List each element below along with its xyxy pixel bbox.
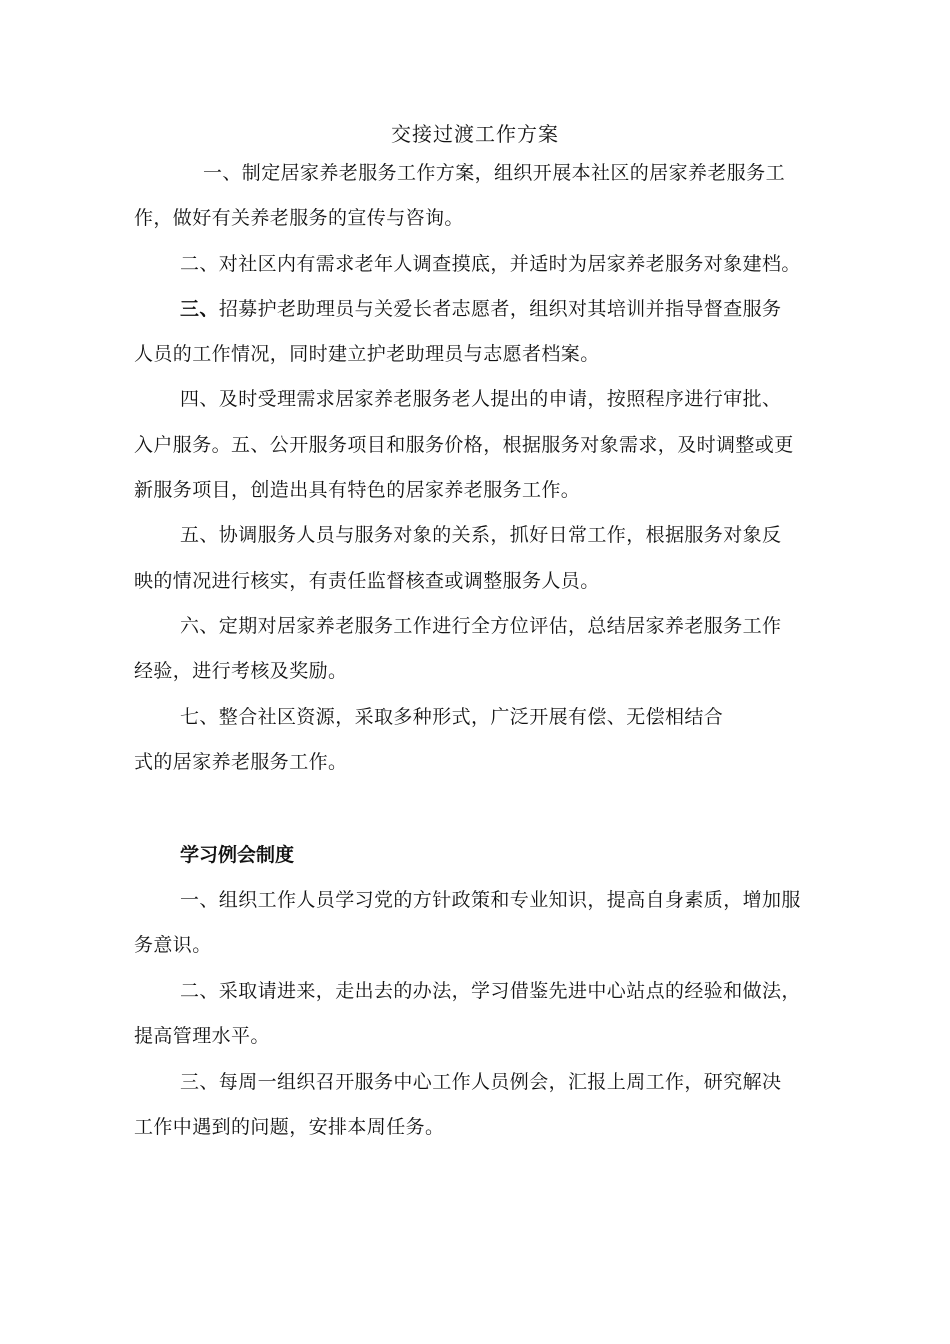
meeting-item-1-line-2: 务意识。 [134, 934, 212, 956]
plan-item-6-line-2: 经验，进行考核及奖励。 [134, 660, 348, 682]
plan-item-7-line-1: 七、整合社区资源，采取多种形式，广泛开展有偿、无偿相结合 [180, 706, 724, 728]
plan-item-3-line-1 [180, 294, 781, 324]
plan-item-1-line-1: 一、制定居家养老服务工作方案，组织开展本社区的居家养老服务工 [203, 162, 786, 184]
meeting-item-2-line-1: 二、采取请进来，走出去的办法，学习借鉴先进中心站点的经验和做法， [180, 980, 801, 1002]
plan-item-4-line-2: 入户服务。五、公开服务项目和服务价格，根据服务对象需求，及时调整或更 [134, 434, 794, 456]
plan-item-4-line-1: 四、及时受理需求居家养老服务老人提出的申请，按照程序进行审批、 [180, 388, 782, 410]
plan-item-6-line-1: 六、定期对居家养老服务工作进行全方位评估，总结居家养老服务工作 [180, 615, 782, 637]
meeting-heading: 学习例会制度 [180, 844, 295, 866]
meeting-item-2-line-2: 提高管理水平。 [134, 1025, 270, 1047]
plan-item-3-line-2: 人员的工作情况，同时建立护老助理员与志愿者档案。 [134, 343, 600, 365]
plan-item-4-line-3: 新服务项目，创造出具有特色的居家养老服务工作。 [134, 479, 581, 501]
meeting-item-3-line-1: 三、每周一组织召开服务中心工作人员例会，汇报上周工作，研究解决 [180, 1071, 782, 1093]
plan-item-5-line-1: 五、协调服务人员与服务对象的关系，抓好日常工作，根据服务对象反 [180, 524, 782, 546]
meeting-item-1-line-1: 一、组织工作人员学习党的方针政策和专业知识，提高自身素质，增加服 [180, 889, 801, 911]
plan-item-3-line-1-text: 招募护老助理员与关爱长者志愿者，组织对其培训并指导督查服务 [218, 298, 782, 320]
plan-item-3-number: 三、 [180, 298, 219, 320]
plan-item-5-line-2: 映的情况进行核实，有责任监督核查或调整服务人员。 [134, 570, 600, 592]
meeting-item-3-line-2: 工作中遇到的问题，安排本周任务。 [134, 1116, 445, 1138]
plan-item-2-line-1: 二、对社区内有需求老年人调查摸底，并适时为居家养老服务对象建档。 [180, 253, 801, 275]
document-title: 交接过渡工作方案 [391, 122, 559, 146]
plan-item-1-line-2: 作，做好有关养老服务的宣传与咨询。 [134, 207, 464, 229]
plan-item-7-line-2: 式的居家养老服务工作。 [134, 751, 348, 773]
